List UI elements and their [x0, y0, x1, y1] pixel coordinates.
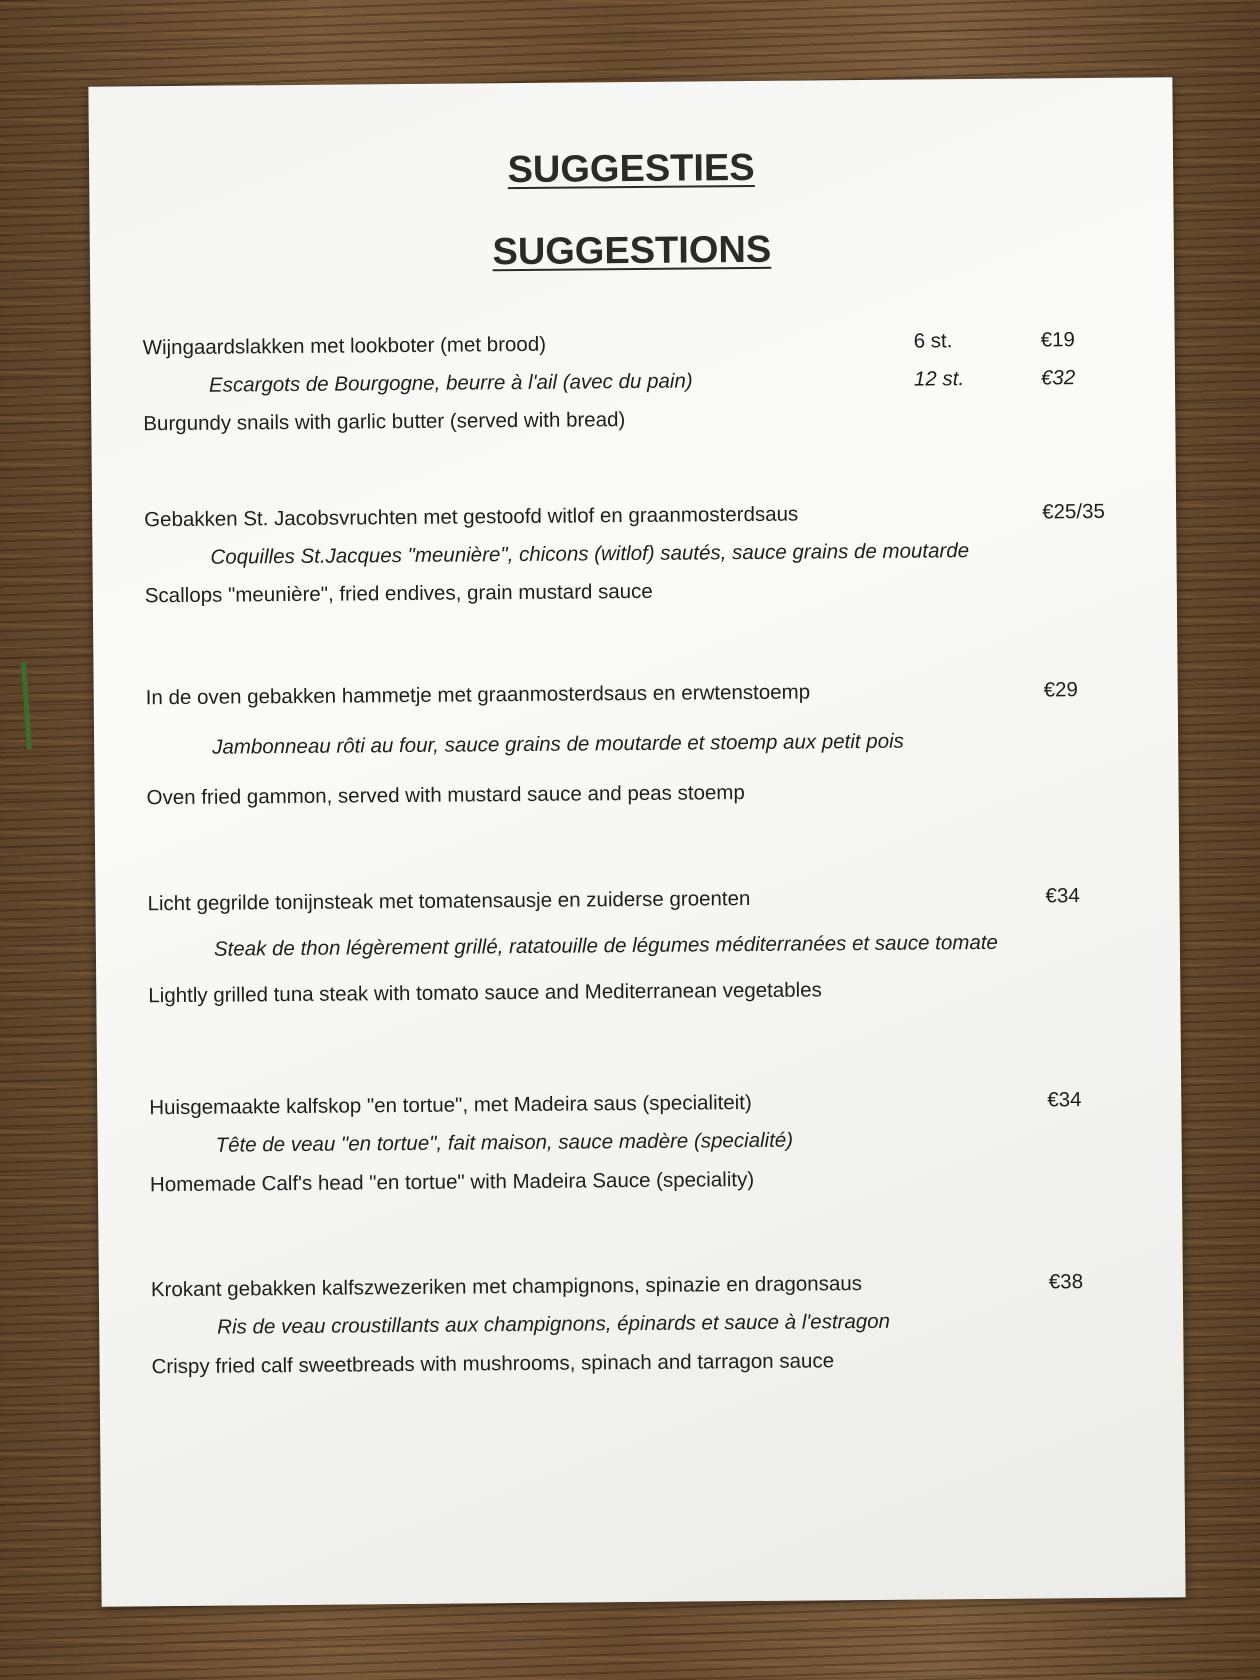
dish-name-dutch: In de oven gebakken hammetje met graanmosterdsaus en erwtenstoemp [145, 680, 811, 710]
menu-item-scallops [92, 499, 1177, 658]
dish-price: €38 [1048, 1270, 1084, 1294]
menu-item-gammon [94, 677, 1179, 836]
green-pen-mark [21, 662, 32, 750]
dish-name-dutch: Krokant gebakken kalfszwezeriken met champignons, spinazie en dragonsaus [150, 1272, 863, 1302]
dish-name-english: Burgundy snails with garlic butter (served with bread) [143, 408, 626, 436]
menu-sheet [88, 77, 1185, 1606]
dish-name-french: Escargots de Bourgogne, beurre à l'ail (avec du pain) [208, 369, 693, 397]
dish-name-dutch: Huisgemaakte kalfskop "en tortue", met Madeira saus (specialiteit) [149, 1091, 752, 1120]
dish-name-french: Ris de veau croustillants aux champignons, épinards et sauce à l'estragon [217, 1309, 891, 1339]
dish-name-english: Lightly grilled tuna steak with tomato sauce and Mediterranean vegetables [148, 978, 822, 1008]
dish-price: €25/35 [1042, 499, 1105, 524]
dish-name-french: Tête de veau "en tortue", fait maison, sauce madère (specialité) [215, 1128, 794, 1157]
portion-price: €19 [1040, 328, 1075, 352]
menu-item-calfs-head [97, 1087, 1182, 1246]
dish-name-french: Coquilles St.Jacques "meunière", chicons (witlof) sautés, sauce grains de moutarde [210, 539, 970, 569]
menu-title-dutch: SUGGESTIES [507, 146, 755, 192]
dish-price: €34 [1047, 1088, 1082, 1112]
dish-price: €29 [1043, 678, 1079, 702]
dish-name-dutch: Gebakken St. Jacobsvruchten met gestoofd witlof en graanmosterdsaus [144, 502, 799, 532]
dish-name-dutch: Licht gegrilde tonijnsteak met tomatensausje en zuiderse groenten [147, 887, 751, 916]
menu-item-sweetbreads [99, 1269, 1184, 1428]
menu-item-tuna [95, 883, 1180, 1042]
portion-qty: 6 st. [913, 329, 953, 353]
dish-name-french: Jambonneau rôti au four, sauce grains de moutarde et stoemp aux petit pois [212, 729, 904, 759]
dish-name-english: Oven fried gammon, served with mustard sauce and peas stoemp [146, 781, 745, 810]
menu-title-french: SUGGESTIONS [492, 228, 772, 274]
portion-price: €32 [1040, 366, 1076, 390]
dish-name-english: Scallops "meunière", fried endives, grain mustard sauce [144, 579, 653, 608]
menu-item-snails [91, 327, 1176, 486]
dish-name-english: Homemade Calf's head "en tortue" with Madeira Sauce (speciality) [149, 1167, 755, 1197]
portion-qty: 12 st. [913, 367, 965, 391]
dish-name-english: Crispy fried calf sweetbreads with mushrooms, spinach and tarragon sauce [151, 1349, 835, 1379]
dish-price: €34 [1045, 884, 1080, 908]
dish-name-french: Steak de thon légèrement grillé, ratatouille de légumes méditerranées et sauce tomate [213, 930, 999, 961]
dish-name-dutch: Wijngaardslakken met lookboter (met brood) [142, 332, 547, 360]
